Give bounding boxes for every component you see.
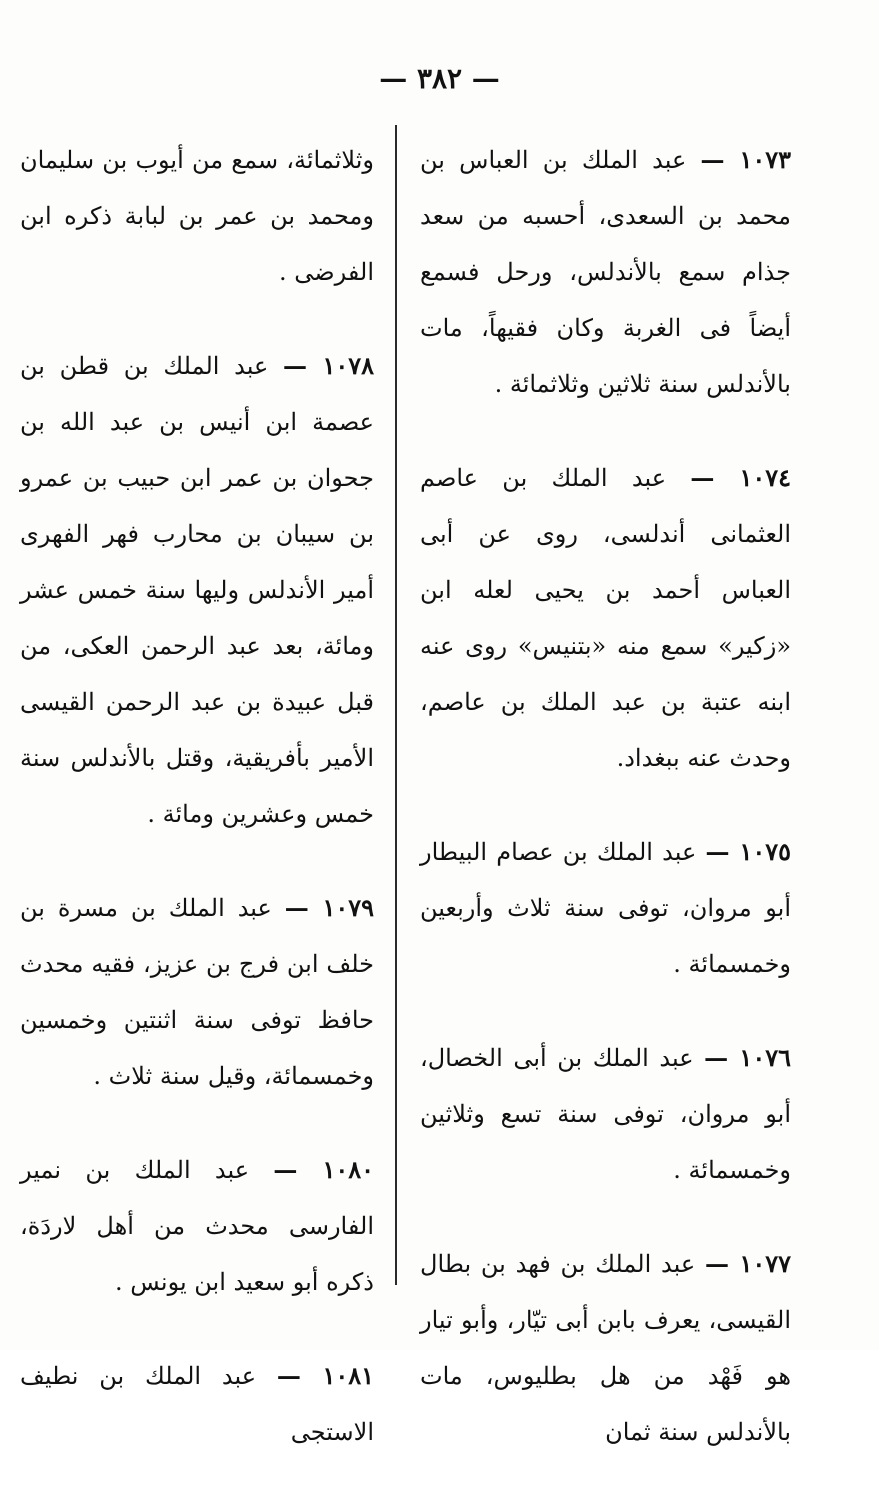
entry-number: ١٠٧٥ — (705, 837, 791, 866)
entry-1075 (420, 824, 791, 992)
entry-number: ١٠٨٠ — (273, 1155, 374, 1184)
entry-1079 (20, 880, 374, 1104)
entry-1078 (20, 338, 374, 842)
entry-text: عبد الملك بن فهد بن بطال القيسى، يعرف بابن أبى تيّار، وأبو تيار هو فَهْد من هل بطليوس، مات بالأندلس سنة ثمان (420, 1250, 791, 1446)
page-number: — ٣٨٢ — (379, 62, 500, 95)
entry-1080 (20, 1142, 374, 1310)
entry-text: عبد الملك بن عاصم العثمانى أندلسى، روى عن أبى العباس أحمد بن يحيى لعله ابن «زكير» سمع منه «بتنيس» روى عنه ابنه عتبة بن عبد الملك بن عاصم، وحدث عنه ببغداد. (420, 464, 791, 772)
entry-1077 (420, 1236, 791, 1460)
entry-1076 (420, 1030, 791, 1198)
entry-number: ١٠٧٤ — (690, 463, 791, 492)
entry-number: ١٠٧٩ — (284, 893, 374, 922)
right-column (420, 132, 791, 1498)
entry-number: ١٠٧٨ — (283, 351, 375, 380)
entry-text: عبد الملك بن قطن بن عصمة ابن أنيس بن عبد الله بن جحوان بن عمر ابن حبيب بن عمرو بن سيبان بن محارب فهر الفهرى أمير الأندلس وليها سنة خمس عشر ومائة، بعد عبد الرحمن العكى، من قبل عبيدة بن عبد الرحمن القيسى الأمير بأفريقية، وقتل بالأندلس سنة خمس وعشرين ومائة . (20, 352, 374, 828)
entry-text: عبد الملك بن العباس بن محمد بن السعدى، أحسبه من سعد جذام سمع بالأندلس، ورحل فسمع أيضاً فى الغربة وكان فقيهاً، مات بالأندلس سنة ثلاثين وثلاثمائة . (420, 146, 791, 398)
entry-number: ١٠٨١ — (276, 1361, 374, 1390)
entry-1073 (420, 132, 791, 412)
continued-text: وثلاثمائة، سمع من أيوب بن سليمان ومحمد بن عمر بن لبابة ذكره ابن الفرضى . (20, 146, 374, 286)
entry-1081 (20, 1348, 374, 1460)
entry-number: ١٠٧٧ — (704, 1249, 791, 1278)
entry-text: عبد الملك بن أبى الخصال، أبو مروان، توفى سنة تسع وثلاثين وخمسمائة . (420, 1044, 791, 1184)
left-column (20, 132, 374, 1498)
entry-number: ١٠٧٦ — (704, 1043, 791, 1072)
column-divider (395, 125, 397, 1285)
entry-text: عبد الملك بن عصام البيطار أبو مروان، توفى سنة ثلاث وأربعين وخمسمائة . (420, 838, 791, 978)
entry-number: ١٠٧٣ — (700, 145, 791, 174)
entry-1074 (420, 450, 791, 786)
entry-text: عبد الملك بن مسرة بن خلف ابن فرج بن عزيز، فقيه محدث حافظ توفى سنة اثنتين وخمسين وخمسمائة، وقيل سنة ثلاث . (20, 894, 374, 1090)
entry-text: عبد الملك بن نمير الفارسى محدث من أهل لاردَة، ذكره أبو سعيد ابن يونس . (20, 1156, 374, 1296)
entry-text: عبد الملك بن نطيف الاستجى (20, 1362, 374, 1446)
